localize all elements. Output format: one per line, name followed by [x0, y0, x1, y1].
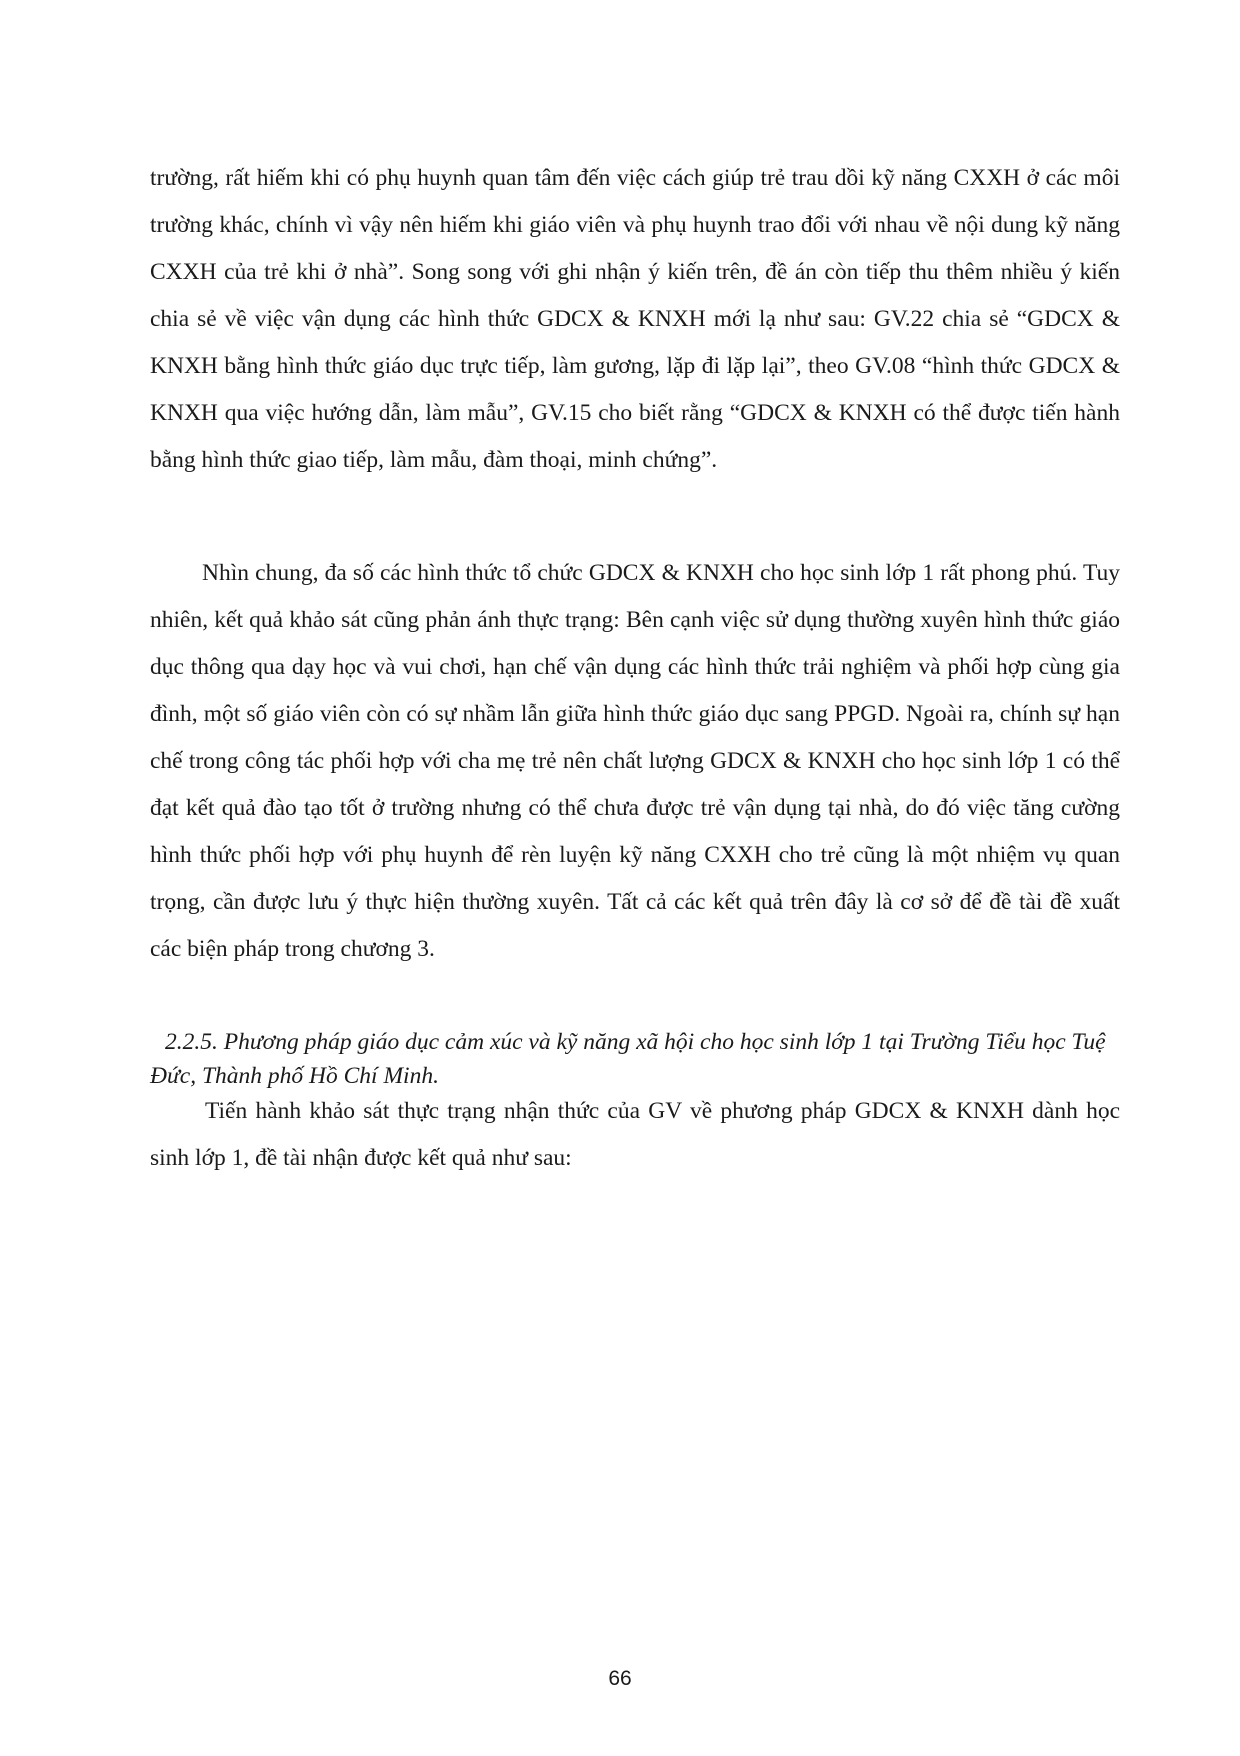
body-paragraph-1: trường, rất hiếm khi có phụ huynh quan tâm đến việc cách giúp trẻ trau dồi kỹ năng CXXH ở các môi trường khác, chính vì vậy nên hiếm khi giáo viên và phụ huynh trao đổi với nhau về nội dung kỹ năng CXXH của trẻ khi ở nhà”. Song song với ghi nhận ý kiến trên, đề án còn tiếp thu thêm nhiều ý kiến chia sẻ về việc vận dụng các hình thức GDCX & KNXH mới lạ như sau: GV.22 chia sẻ “GDCX & KNXH bằng hình thức giáo dục trực tiếp, làm gương, lặp đi lặp lại”, theo GV.08 “hình thức GDCX & KNXH qua việc hướng dẫn, làm mẫu”, GV.15 cho biết rằng “GDCX & KNXH có thể được tiến hành bằng hình thức giao tiếp, làm mẫu, đàm thoại, minh chứng”. — [150, 165, 1120, 473]
section-number: 2.2.5. — [165, 1029, 218, 1055]
body-paragraph-2: Nhìn chung, đa số các hình thức tổ chức GDCX & KNXH cho học sinh lớp 1 rất phong phú. Tuy nhiên, kết quả khảo sát cũng phản ánh thực trạng: Bên cạnh việc sử dụng thường xuyên hình thức giáo dục thông qua dạy học và vui chơi, hạn chế vận dụng các hình thức trải nghiệm và phối hợp cùng gia đình, một số giáo viên còn có sự nhầm lẫn giữa hình thức giáo dục sang PPGD. Ngoài ra, chính sự hạn chế trong công tác phối hợp với cha mẹ trẻ nên chất lượng GDCX & KNXH cho học sinh lớp 1 có thể đạt kết quả đào tạo tốt ở trường nhưng có thể chưa được trẻ vận dụng tại nhà, do đó việc tăng cường hình thức phối hợp với phụ huynh để rèn luyện kỹ năng CXXH cho trẻ cũng là một nhiệm vụ quan trọng, cần được lưu ý thực hiện thường xuyên. Tất cả các kết quả trên đây là cơ sở để đề tài đề xuất các biện pháp trong chương 3. — [150, 560, 1120, 962]
body-paragraph-3: Tiến hành khảo sát thực trạng nhận thức của GV về phương pháp GDCX & KNXH dành học sinh lớp 1, đề tài nhận được kết quả như sau: — [150, 1098, 1120, 1171]
page-number: 66 — [608, 1667, 632, 1690]
section-heading — [150, 1025, 1125, 1093]
section-title: Phương pháp giáo dục cảm xúc và kỹ năng xã hội cho học sinh lớp 1 tại Trường Tiểu học Tuệ Đức, Thành phố Hồ Chí Minh. — [150, 1029, 1106, 1089]
